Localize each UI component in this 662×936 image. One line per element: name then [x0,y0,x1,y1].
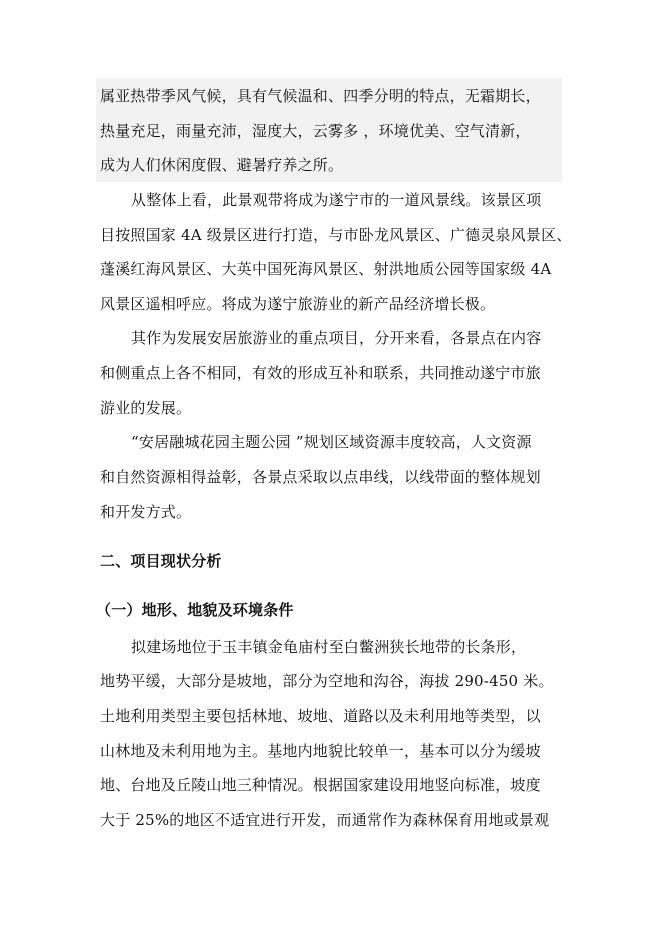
focus-line-2: 和侧重点上各不相同，有效的形成互补和联系，共同推动遂宁市旅 [100,364,541,382]
overview-line-1: 从整体上看，此景观带将成为遂宁市的一道风景线。该景区项 [131,191,542,209]
overview-line-4: 风景区遥相呼应。将成为遂宁旅游业的新产品经济增长极。 [100,295,496,313]
planning-line-1: “安居融城花园主题公园 ”规划区域资源丰度较高，人文资源 [131,433,532,451]
terrain-line-4: 山林地及未利用地为主。基地内地貌比较单一，基本可以分为缓坡 [100,742,541,760]
overview-line-2: 目按照国家 4A 级景区进行打造，与市卧龙风景区、广德灵泉风景区、 [100,226,572,244]
climate-line-3: 成为人们休闲度假、避暑疗养之所。 [100,156,344,174]
climate-line-2: 热量充足，雨量充沛，湿度大，云雾多 ，环境优美、空气清新， [100,122,531,140]
climate-line-1: 属亚热带季风气候，具有气候温和、四季分明的特点，无霜期长， [100,87,541,105]
focus-line-3: 游业的发展。 [100,399,192,417]
terrain-line-5: 地、台地及丘陵山地三种情况。根据国家建设用地竖向标准，坡度 [100,776,541,794]
terrain-line-3: 土地利用类型主要包括林地、坡地、道路以及未利用地等类型，以 [100,707,541,725]
planning-line-3: 和开发方式。 [100,503,192,521]
overview-line-3: 蓬溪红海风景区、大英中国死海风景区、射洪地质公园等国家级 4A [100,260,552,278]
terrain-line-2: 地势平缓，大部分是坡地，部分为空地和沟谷，海拔 290-450 米。 [100,672,554,690]
terrain-line-1: 拟建场地位于玉丰镇金龟庙村至白鳖洲狭长地带的长条形， [131,638,527,656]
section-heading: 二、项目现状分析 [100,552,222,570]
planning-line-2: 和自然资源相得益彰，各景点采取以点串线，以线带面的整体规划 [100,468,541,486]
subsection-heading: （一）地形、地貌及环境条件 [96,601,294,619]
terrain-line-6: 大于 25%的地区不适宜进行开发，而通常作为森林保育用地或景观 [100,811,550,829]
focus-line-1: 其作为发展安居旅游业的重点项目，分开来看，各景点在内容 [131,329,542,347]
